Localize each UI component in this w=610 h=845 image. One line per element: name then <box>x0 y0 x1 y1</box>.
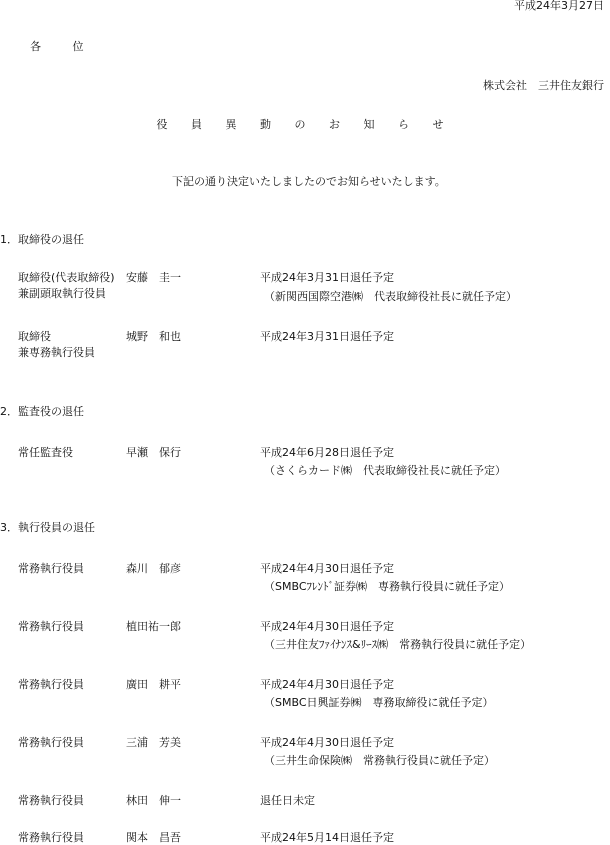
entry-note: （三井住友ﾌｧｲﾅﾝｽ&ﾘｰｽ㈱ 常務執行役員に就任予定） <box>264 638 532 651</box>
entry-role: 常務執行役員 <box>18 794 84 807</box>
entry-name: 廣田 耕平 <box>126 678 181 691</box>
entry-role-sub: 兼専務執行役員 <box>18 346 95 359</box>
entry-name: 安藤 圭一 <box>126 271 181 284</box>
entry-role-sub: 兼副頭取執行役員 <box>18 287 106 300</box>
company-name: 株式会社 三井住友銀行 <box>483 79 604 92</box>
entry-note: （新関西国際空港㈱ 代表取締役社長に就任予定） <box>264 290 517 303</box>
section-heading-executive-officers: 3．執行役員の退任 <box>0 521 95 534</box>
entry-status: 平成24年6月28日退任予定 <box>260 446 394 459</box>
entry-role: 常任監査役 <box>18 446 73 459</box>
entry-role: 取締役(代表取締役) <box>18 271 115 284</box>
entry-status: 退任日未定 <box>260 794 315 807</box>
entry-status: 平成24年3月31日退任予定 <box>260 330 394 343</box>
entry-status: 平成24年4月30日退任予定 <box>260 678 394 691</box>
entry-name: 植田祐一郎 <box>126 620 181 633</box>
entry-note: （三井生命保険㈱ 常務執行役員に就任予定） <box>264 754 495 767</box>
entry-status: 平成24年4月30日退任予定 <box>260 736 394 749</box>
document-date: 平成24年3月27日 <box>514 0 604 12</box>
entry-name: 森川 郁彦 <box>126 562 181 575</box>
entry-note: （SMBCﾌﾚﾝﾄﾞ証券㈱ 専務執行役員に就任予定） <box>264 580 511 593</box>
entry-role: 常務執行役員 <box>18 678 84 691</box>
entry-name: 早瀬 保行 <box>126 446 181 459</box>
entry-name: 城野 和也 <box>126 330 181 343</box>
entry-note: （さくらカード㈱ 代表取締役社長に就任予定） <box>264 464 506 477</box>
document-title: 役 員 異 動 の お 知 ら せ <box>156 118 454 131</box>
intro-text: 下記の通り決定いたしましたのでお知らせいたします。 <box>172 175 446 188</box>
entry-role: 常務執行役員 <box>18 736 84 749</box>
entry-note: （SMBC日興証券㈱ 専務取締役に就任予定） <box>264 696 494 709</box>
entry-status: 平成24年4月30日退任予定 <box>260 562 394 575</box>
section-heading-auditors: 2．監査役の退任 <box>0 405 84 418</box>
entry-role: 常務執行役員 <box>18 831 84 844</box>
entry-name: 三浦 芳美 <box>126 736 181 749</box>
entry-name: 林田 伸一 <box>126 794 181 807</box>
entry-status: 平成24年3月31日退任予定 <box>260 271 394 284</box>
entry-role: 常務執行役員 <box>18 620 84 633</box>
entry-status: 平成24年5月14日退任予定 <box>260 831 394 844</box>
entry-name: 関本 昌吾 <box>126 831 181 844</box>
addressee: 各 位 <box>30 40 98 53</box>
section-heading-directors: 1．取締役の退任 <box>0 233 84 246</box>
entry-role: 常務執行役員 <box>18 562 84 575</box>
entry-role: 取締役 <box>18 330 51 343</box>
entry-status: 平成24年4月30日退任予定 <box>260 620 394 633</box>
